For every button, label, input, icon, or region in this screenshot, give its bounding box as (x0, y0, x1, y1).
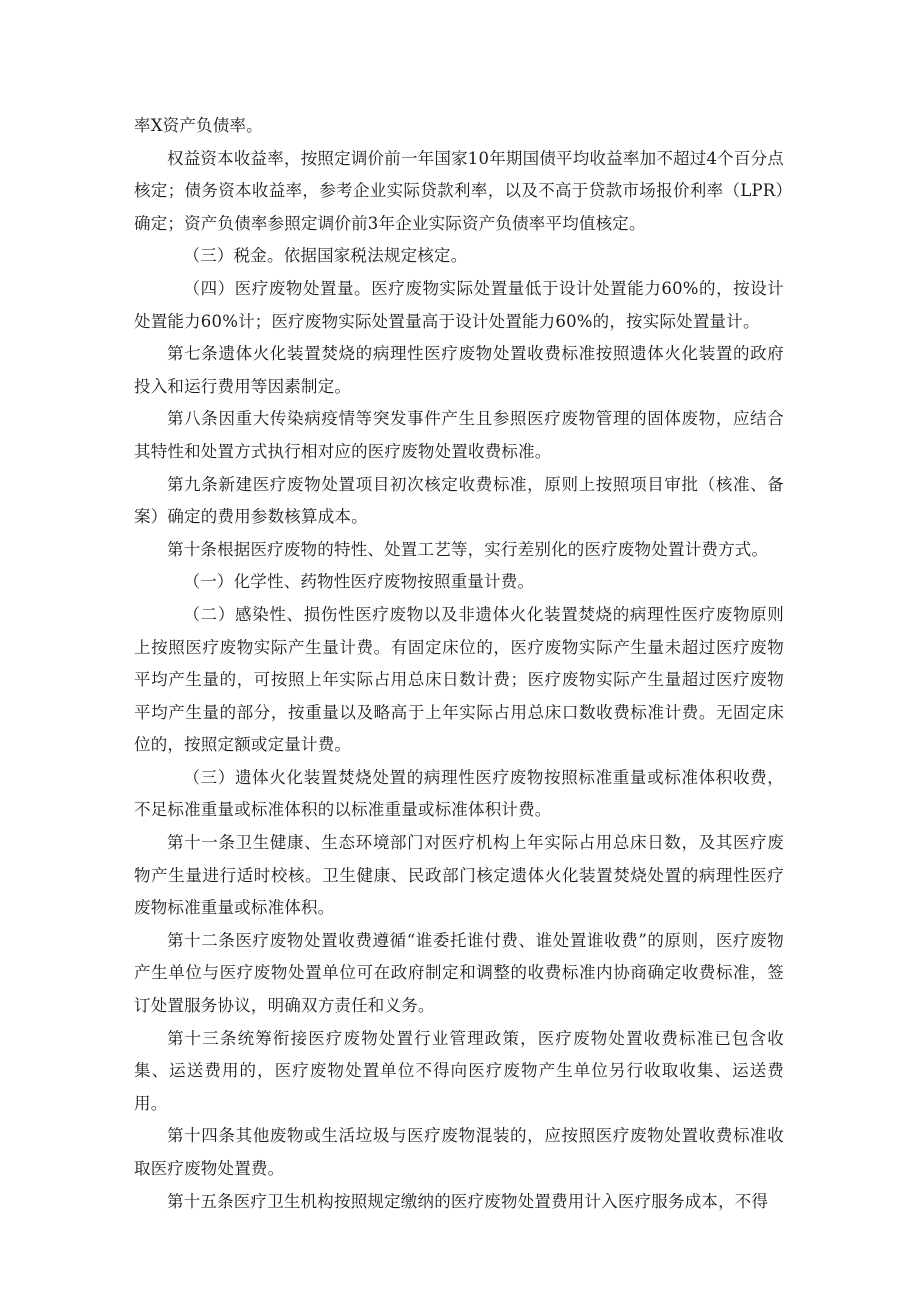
paragraph-disposal-volume: （四）医疗废物处置量。医疗废物实际处置量低于设计处置能力60%的，按设计处置能力60%计；医疗废物实际处置量高于设计处置能力60%的，按实际处置量计。 (134, 278, 784, 331)
article-10-item-2: （二）感染性、损伤性医疗废物以及非遗体火化装置焚烧的病理性医疗废物原则上按照医疗废物实际产生量计费。有固定床位的，医疗废物实际产生量未超过医疗废物平均产生量的，可按照上年实际占用总床日数计费；医疗废物实际产生量超过医疗废物平均产生量的部分，按重量以及略高于上年实际占用总床口数收费标准计费。无固定床位的，按照定额或定量计费。 (134, 604, 784, 755)
document-body (134, 110, 784, 1218)
article-14: 第十四条其他废物或生活垃圾与医疗废物混装的，应按照医疗废物处置收费标准收取医疗废物处置费。 (134, 1126, 784, 1178)
paragraph-tax: （三）税金。依据国家税法规定核定。 (183, 246, 468, 266)
article-10-item-3: （三）遗体火化装置焚烧处置的病理性医疗废物按照标准重量或标准体积收费，不足标准重量或标准体积的以标准重量或标准体积计费。 (134, 767, 784, 820)
article-12: 第十二条医疗废物处置收费遵循“谁委托谁付费、谁处置谁收费”的原则，医疗废物产生单位与医疗废物处置单位可在政府制定和调整的收费标准内协商确定收费标准，签订处置服务协议，明确双方责任和义务。 (134, 930, 784, 1016)
article-9: 第九条新建医疗废物处置项目初次核定收费标准，原则上按照项目审批（核准、备案）确定的费用参数核算成本。 (134, 474, 784, 527)
article-7: 第七条遗体火化装置焚烧的病理性医疗废物处置收费标准按照遗体火化装置的政府投入和运行费用等因素制定。 (134, 344, 784, 396)
article-8: 第八条因重大传染病疫情等突发事件产生且参照医疗废物管理的固体废物，应结合其特性和处置方式执行相对应的医疗废物处置收费标准。 (134, 409, 784, 461)
article-10: 第十条根据医疗废物的特性、处置工艺等，实行差别化的医疗废物处置计费方式。 (167, 539, 769, 559)
article-13: 第十三条统筹衔接医疗废物处置行业管理政策，医疗废物处置收费标准已包含收集、运送费用的，医疗废物处置单位不得向医疗废物产生单位另行收取收集、运送费用。 (134, 1028, 784, 1113)
paragraph-continuation: 率X资产负债率。 (134, 116, 263, 135)
article-11: 第十一条卫生健康、生态环境部门对医疗机构上年实际占用总床日数，及其医疗废物产生量进行适时校核。卫生健康、民政部门核定遗体火化装置焚烧处置的病理性医疗废物标准重量或标准体积。 (134, 833, 784, 918)
paragraph-return-rate: 权益资本收益率，按照定调价前一年国家10年期国债平均收益率加不超过4个百分点核定；债务资本收益率，参考企业实际贷款利率，以及不高于贷款市场报价利率（LPR）确定；资产负债率参照定调价前3年企业实际资产负债率平均值核定。 (134, 148, 784, 233)
article-15: 第十五条医疗卫生机构按照规定缴纳的医疗废物处置费用计入医疗服务成本，不得 (167, 1191, 769, 1211)
article-10-item-1: （一）化学性、药物性医疗废物按照重量计费。 (183, 572, 535, 592)
